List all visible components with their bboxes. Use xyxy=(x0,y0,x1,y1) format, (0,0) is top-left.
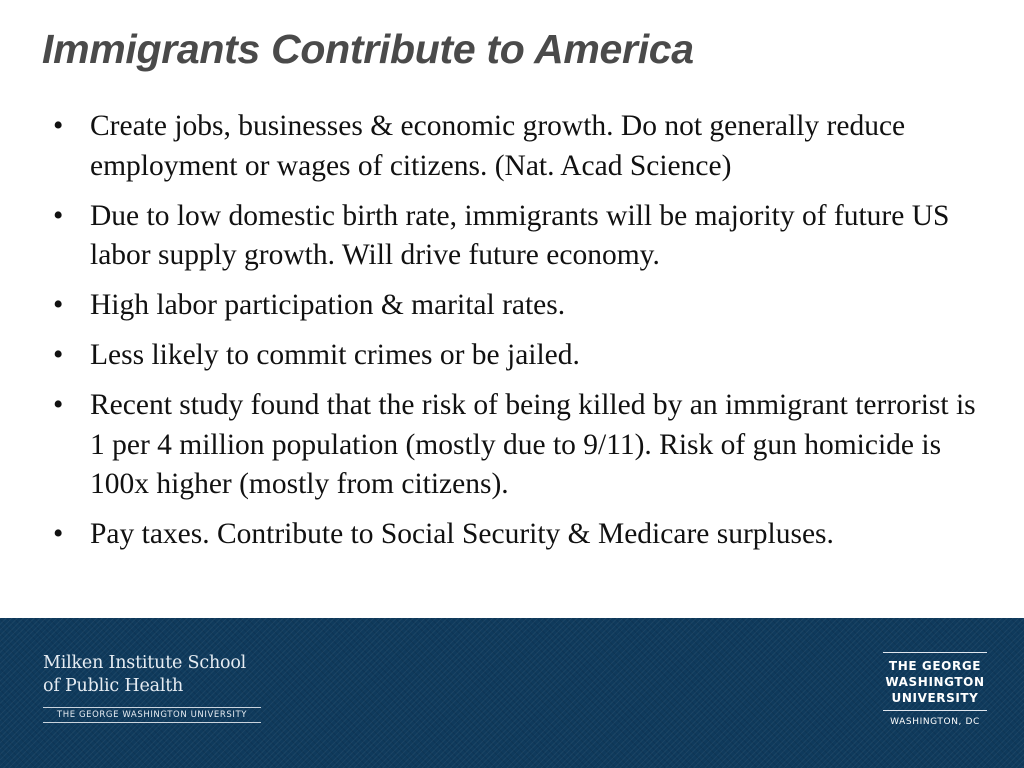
milken-school-logo xyxy=(43,652,261,723)
bullet-icon: • xyxy=(53,289,64,321)
gwu-logo-line3: UNIVERSITY xyxy=(891,691,979,705)
bullet-icon: • xyxy=(53,518,64,550)
bullet-text: Less likely to commit crimes or be jailed. xyxy=(90,339,580,371)
bullet-item xyxy=(47,197,987,276)
milken-logo-line2: of Public Health xyxy=(43,676,184,696)
gwu-logo xyxy=(883,652,987,729)
bullet-text: Pay taxes. Contribute to Social Security & Medicare surpluses. xyxy=(90,518,834,550)
gwu-logo-name xyxy=(883,653,987,710)
bullet-icon: • xyxy=(53,389,64,421)
gwu-logo-place: WASHINGTON, DC xyxy=(890,717,980,727)
slide-title: Immigrants Contribute to America xyxy=(42,26,694,72)
milken-logo-divider xyxy=(43,722,261,723)
gwu-logo-line2: WASHINGTON xyxy=(885,675,985,689)
gwu-logo-divider xyxy=(883,710,987,711)
gwu-logo-line1: THE GEORGE xyxy=(888,659,982,673)
bullet-icon: • xyxy=(53,199,64,232)
bullet-text: Create jobs, businesses & economic growth. Do not generally reduce employment or wages of citizens. (Nat. Acad Science) xyxy=(90,110,906,182)
bullet-list xyxy=(47,107,987,565)
bullet-item xyxy=(47,386,987,505)
bullet-text: Due to low domestic birth rate, immigrants will be majority of future US labor supply growth. Will drive future economy. xyxy=(90,199,950,271)
milken-logo-subtitle: THE GEORGE WASHINGTON UNIVERSITY xyxy=(56,710,248,720)
bullet-item xyxy=(47,107,987,186)
bullet-text: High labor participation & marital rates. xyxy=(90,289,566,321)
bullet-icon: • xyxy=(53,110,64,142)
bullet-item xyxy=(47,286,987,326)
footer-banner xyxy=(0,618,1024,768)
bullet-item xyxy=(47,515,987,555)
milken-logo-line1: Milken Institute School xyxy=(43,653,247,673)
bullet-text: Recent study found that the risk of being killed by an immigrant terrorist is 1 per 4 million population (mostly due to 9/11). Risk of gun homicide is 100x higher (mostly from citizens). xyxy=(90,389,976,500)
bullet-item xyxy=(47,336,987,376)
bullet-icon: • xyxy=(53,339,64,371)
